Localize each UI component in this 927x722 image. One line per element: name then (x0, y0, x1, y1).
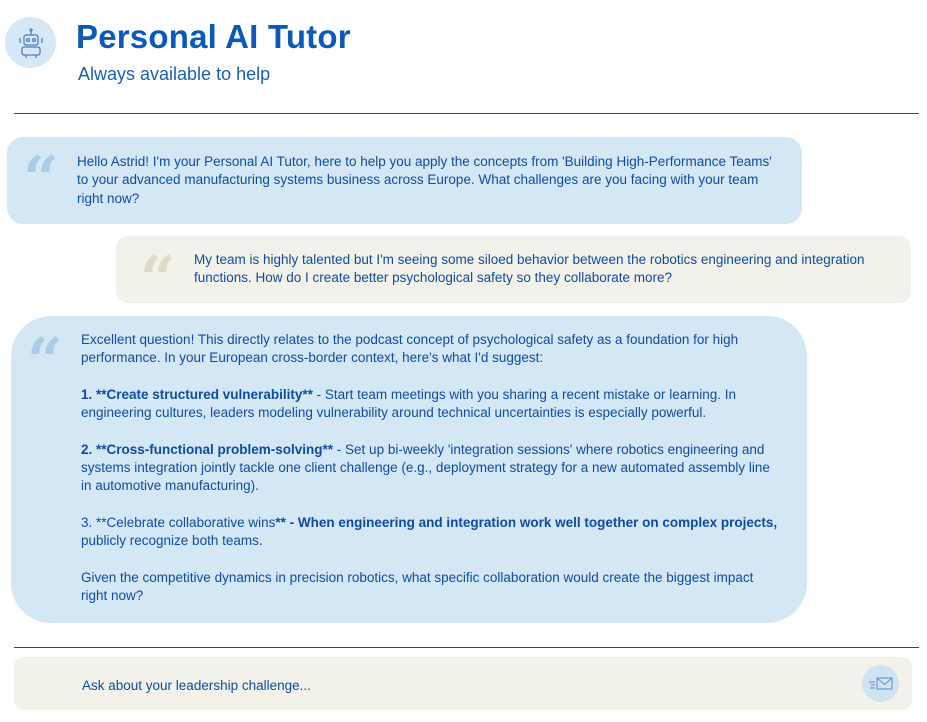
page-title: Personal AI Tutor (76, 18, 351, 55)
ai-message-bubble (7, 137, 802, 224)
quote-icon: “ (27, 324, 63, 397)
composer-divider (14, 647, 919, 648)
ai-message-bubble (11, 316, 807, 623)
chat-header (0, 0, 927, 114)
quote-icon: “ (23, 142, 59, 215)
message-input[interactable] (80, 673, 844, 697)
message-text: Hello Astrid! I'm your Personal AI Tutor, here to help you apply the concepts from 'Building High-Performance Teams' to your advanced manufacturing systems business across Europe. What challenges are you facing with your team right now? (77, 154, 772, 206)
composer (14, 657, 912, 710)
send-mail-icon (868, 675, 894, 693)
tutor-avatar (5, 17, 56, 68)
message-text: My team is highly talented but I'm seeing some siloed behavior between the robotics engineering and integration functions. How do I create better psychological safety so they collaborate more? (194, 252, 865, 286)
send-button[interactable] (862, 665, 899, 702)
quote-icon: “ (140, 242, 176, 315)
robot-icon (14, 26, 48, 60)
page-subtitle: Always available to help (78, 64, 271, 84)
header-divider (14, 113, 919, 114)
user-message-bubble (116, 236, 911, 315)
message-text: Excellent question! This directly relates to the podcast concept of psychological safety as a foundation for high performance. In your European cross-border context, here's what I'd suggest: 1. **Create structured vulnerability** - Start team meetings with you sharing a recent mistake or learning. In engineering cultures, leaders modeling vulnerability around technical uncertainties is especially powerful. 2. **Cross-functional problem-solving** - Set up bi-weekly 'integration sessions' where robotics engineering and systems integration jointly tackle one client challenge (e.g., deployment strategy for a new automated assembly line in automotive manufacturing). 3. **Celebrate collaborative wins** - When engineering and integration work well together on complex projects, publicly recognize both teams. Given the competitive dynamics in precision robotics, what specific collaboration would create the biggest impact right now? (81, 332, 778, 604)
